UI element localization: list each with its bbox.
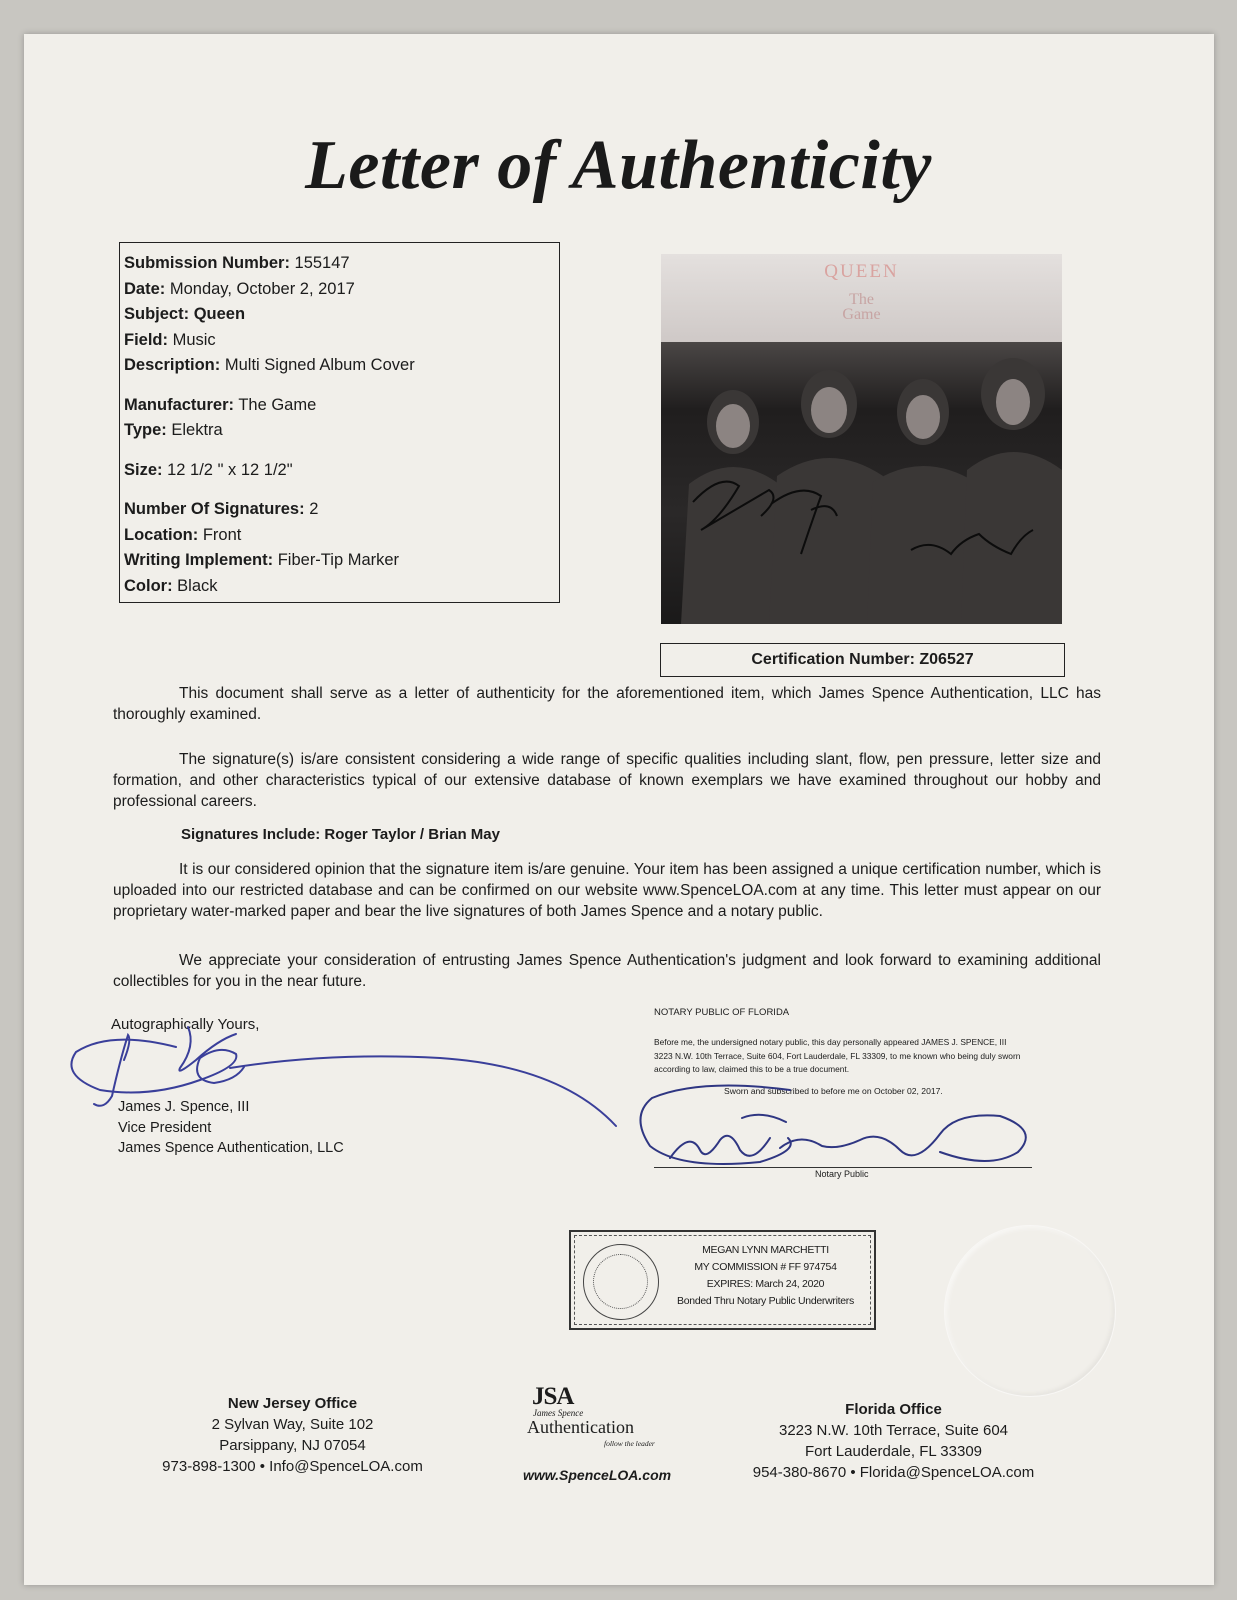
detail-row [124, 251, 559, 277]
nj-office [140, 1393, 445, 1477]
detail-row [124, 302, 559, 328]
paragraph-consistency: The signature(s) is/are consistent considering a wide range of specific qualities including slant, flow, pen pressure, letter size and formation, and other characteristics typical of our extensive database of known exemplars we have examined throughout our hobby and professional careers. [113, 751, 1101, 810]
office-address-2: Parsippany, NJ 07054 [219, 1437, 366, 1454]
jsa-logo-authentication: Authentication [527, 1417, 634, 1437]
signer-name: James J. Spence, III [118, 1099, 250, 1115]
jsa-logo [503, 1383, 713, 1483]
detail-row [124, 328, 559, 354]
detail-value: Front [202, 525, 242, 544]
detail-row [124, 458, 559, 484]
notary-label: Notary Public [815, 1169, 869, 1179]
detail-row [124, 548, 559, 574]
stamp-name: MEGAN LYNN MARCHETTI [702, 1244, 829, 1256]
detail-value: Fiber-Tip Marker [277, 551, 400, 569]
jsa-logo-name: James Spence [533, 1408, 584, 1418]
office-address-1: 2 Sylvan Way, Suite 102 [211, 1416, 374, 1433]
notary-heading: NOTARY PUBLIC OF FLORIDA [654, 1007, 790, 1018]
document-title: Letter of Authenticity [305, 127, 932, 204]
detail-label: Color: [124, 576, 173, 595]
detail-value: The Game [238, 395, 317, 414]
stamp-bonded: Bonded Thru Notary Public Underwriters [677, 1295, 854, 1307]
detail-label: Type: [124, 421, 167, 439]
detail-label: Submission Number: [124, 254, 290, 272]
detail-value: Multi Signed Album Cover [224, 356, 415, 374]
stamp-commission: MY COMMISSION # FF 974754 [694, 1261, 837, 1273]
office-heading: New Jersey Office [227, 1395, 358, 1412]
album-title: The Game [842, 291, 881, 323]
detail-value: Black [177, 576, 218, 595]
certification-number: Certification Number: Z06527 [660, 643, 1065, 677]
signatures-include: Signatures Include: Roger Taylor / Brian May [181, 826, 500, 843]
detail-label: Field: [124, 330, 168, 349]
jsa-logo-tagline: follow the leader [604, 1439, 655, 1448]
detail-label: Writing Implement: [124, 551, 274, 569]
paragraph-appreciation: We appreciate your consideration of entrusting James Spence Authentication's judgment and look forward to examining additional collectibles for you in the near future. [113, 952, 1101, 990]
detail-value: Music [172, 330, 216, 349]
closing-salutation: Autographically Yours, [111, 1016, 260, 1033]
notary-seal-icon [583, 1244, 659, 1320]
signer-company: James Spence Authentication, LLC [118, 1140, 344, 1156]
office-contact: 973-898-1300 • Info@SpenceLOA.com [162, 1458, 423, 1475]
detail-row [124, 393, 559, 419]
album-cover-photo [661, 254, 1062, 624]
detail-value: 12 1/2 " x 12 1/2" [167, 460, 293, 479]
paragraph-authenticity: This document shall serve as a letter of authenticity for the aforementioned item, which James Spence Authentication, LLC has thoroughly examined. [113, 685, 1101, 723]
signer-role: Vice President [118, 1119, 212, 1136]
detail-row [124, 523, 559, 549]
notary-stamp [569, 1230, 876, 1330]
detail-label: Description: [124, 356, 221, 374]
detail-value: Monday, October 2, 2017 [169, 279, 355, 298]
band-members-image [661, 254, 1062, 624]
notary-statement: Before me, the undersigned notary public, this day personally appeared JAMES J. SPENCE, III 3223 N.W. 10th Terrace, Suite 604, Fort Lauderdale, FL 33309, to me known who being duly sworn according to law, claimed this to be a true document. [654, 1037, 1021, 1074]
detail-value: 2 [309, 500, 319, 518]
jsa-logo-mark: JSA [532, 1383, 574, 1410]
detail-row [124, 574, 559, 600]
detail-label: Location: [124, 525, 199, 544]
jsa-website: www.SpenceLOA.com [523, 1467, 672, 1483]
fl-office [721, 1399, 1066, 1483]
detail-row [124, 277, 559, 303]
paragraph-opinion: It is our considered opinion that the signature item is/are genuine. Your item has been assigned a unique certification number, which is uploaded into our restricted database and can be confirmed on our website www.SpenceLOA.com at any time. This letter must appear on our proprietary water-marked paper and bear the live signatures of both James Spence and a notary public. [113, 861, 1101, 920]
office-address-1: 3223 N.W. 10th Terrace, Suite 604 [778, 1422, 1009, 1439]
signer-block [118, 1097, 344, 1159]
detail-row [124, 497, 559, 523]
album-band-name: QUEEN [824, 261, 899, 282]
detail-value: Queen [193, 305, 246, 323]
detail-value: Elektra [171, 421, 223, 439]
detail-label: Number Of Signatures: [124, 500, 305, 518]
stamp-expires: EXPIRES: March 24, 2020 [706, 1278, 825, 1290]
detail-row [124, 353, 559, 379]
detail-value: 155147 [294, 254, 350, 272]
detail-label: Subject: [124, 305, 190, 323]
notary-signature-line [654, 1167, 1032, 1168]
office-contact: 954-380-8670 • Florida@SpenceLOA.com [752, 1464, 1035, 1481]
detail-label: Date: [124, 279, 166, 298]
office-address-2: Fort Lauderdale, FL 33309 [804, 1443, 983, 1460]
details-box [119, 242, 560, 603]
office-heading: Florida Office [845, 1401, 942, 1418]
detail-label: Size: [124, 460, 163, 479]
detail-label: Manufacturer: [124, 395, 235, 414]
detail-row [124, 418, 559, 444]
embossed-seal [944, 1225, 1116, 1397]
notary-sworn-line: Sworn and subscribed to before me on October 02, 2017. [724, 1086, 943, 1096]
